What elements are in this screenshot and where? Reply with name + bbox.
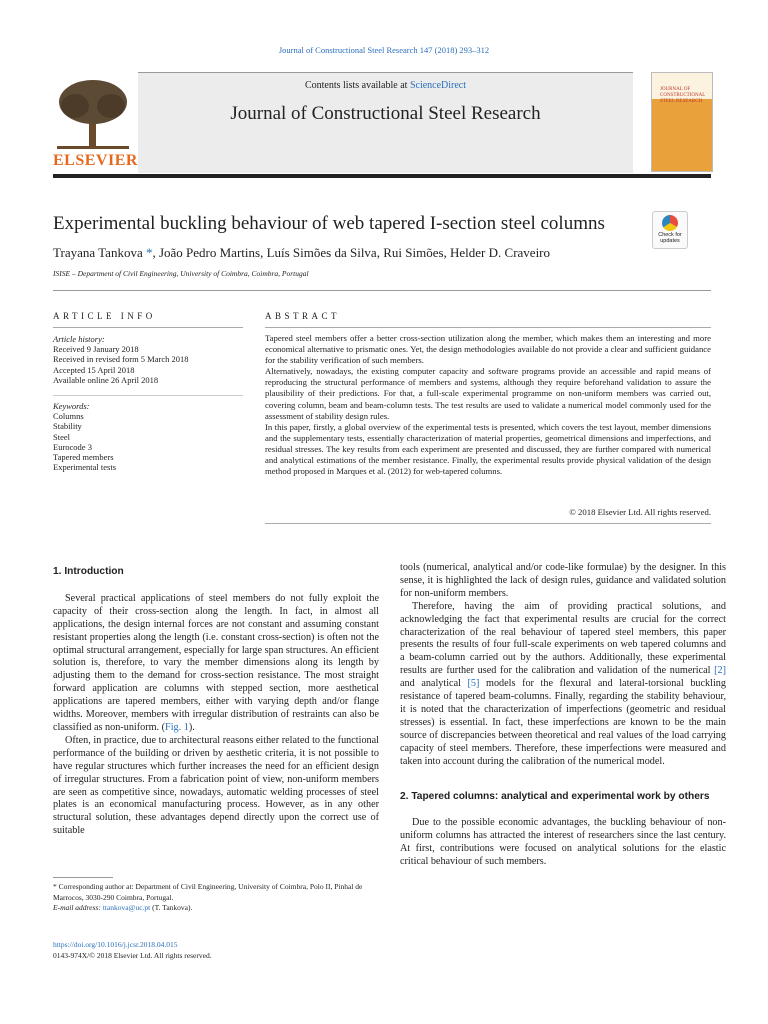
elsevier-tree-logo	[53, 76, 133, 152]
journal-title: Journal of Constructional Steel Research	[230, 103, 541, 124]
footnote-rule	[53, 877, 113, 878]
journal-cover-thumbnail[interactable]	[651, 72, 713, 172]
author-list: Trayana Tankova *, João Pedro Martins, Luís Simões da Silva, Rui Simões, Helder D. Craveiro	[53, 245, 551, 260]
body-paragraph: tools (numerical, analytical and/or code-like formulae) by the designer. In this sense, it is highlighted the lack of design rules, guidance and validated solution for non-uniform members.	[400, 562, 726, 599]
doi-link[interactable]: https://doi.org/10.1016/j.jcsr.2018.04.015	[53, 940, 178, 949]
history-item: Available online 26 April 2018	[53, 374, 159, 385]
elsevier-wordmark: ELSEVIER	[53, 152, 138, 169]
keyword: Stability	[53, 421, 82, 432]
history-label: Article history:	[53, 334, 105, 344]
cover-title: JOURNAL OF CONSTRUCTIONAL STEEL RESEARCH	[660, 87, 706, 104]
email-line: E-mail address: ttankova@uc.pt (T. Tankova).	[53, 903, 193, 912]
keywords-label: Keywords:	[53, 401, 90, 411]
check-for-updates-badge[interactable]	[652, 211, 688, 249]
body-column-right	[400, 562, 726, 869]
keyword: Experimental tests	[53, 462, 117, 473]
article-info-heading: ARTICLE INFO	[53, 311, 156, 321]
section-heading: 1. Introduction	[53, 566, 124, 577]
divider	[53, 395, 243, 396]
body-paragraph: Due to the possible economic advantages, the buckling behaviour of non-uniform columns has attracted the interest of researchers since the last century. At first, contributions were focused on analytical solutions for the elastic critical behaviour of such members.	[400, 817, 726, 868]
body-column-left	[53, 566, 379, 838]
email-link[interactable]: ttankova@uc.pt	[102, 903, 151, 912]
abstract-paragraph: In this paper, firstly, a global overview of the experimental tests is presented, which covers the test layout, member dimensions and the supplementary tests, essentially characterization of material properties, geometrical dimensions and imperfections, and residual stresses. The key results from each experiment are presented and discussed, they are further compared with numerical and analytical estimations of the member resistance. Finally, the experimental results provide physical validation of the design method proposed in Marques et al. (2012) for web-tapered columns.	[265, 421, 711, 477]
history-item: Received 9 January 2018	[53, 344, 139, 355]
figure-link[interactable]: Fig. 1	[165, 721, 189, 733]
abstract-body	[265, 333, 711, 477]
keyword: Steel	[53, 431, 70, 442]
divider	[265, 523, 711, 524]
footnote	[53, 882, 383, 914]
page-footer	[53, 940, 383, 961]
keyword: Columns	[53, 411, 84, 422]
abstract-paragraph: Tapered steel members offer a better cross-section utilization along the member, which makes them an interesting and more economical alternative to prismatic ones. Yet, the design methodologies available do not provide a clear and sufficient guidance for the stability verification of such members.	[265, 333, 711, 366]
crossmark-label: Check for updates	[658, 232, 682, 244]
sciencedirect-link[interactable]: ScienceDirect	[409, 80, 467, 91]
crossmark-icon	[662, 215, 678, 231]
history-item: Accepted 15 April 2018	[53, 364, 135, 375]
issn-line: 0143-974X/© 2018 Elsevier Ltd. All rights reserved.	[53, 950, 212, 960]
abstract-heading: ABSTRACT	[265, 311, 341, 321]
abstract-paragraph: Alternatively, nowadays, the existing computer capacity and software programs provide an accessible and rapid means of reproducing the structural performance of members and systems, although they require beforehand validation to assure the plausibility of their predictions. For that, a full-scale experimental programme on non-uniform members was carried out, covering column, beam and beam-column tests. The test results are used to validate a numerical model commonly used for the assessment of stability design rules.	[265, 366, 711, 421]
contents-available-line: Contents lists available at ScienceDirect	[304, 80, 467, 91]
history-item: Received in revised form 5 March 2018	[53, 354, 189, 365]
keyword: Tapered members	[53, 452, 114, 463]
corresponding-author-marker[interactable]: *	[145, 245, 153, 260]
divider	[265, 327, 711, 328]
article-title: Experimental buckling behaviour of web tapered I-section steel columns	[53, 213, 605, 234]
header-rule	[53, 174, 711, 178]
journal-citation[interactable]: Journal of Constructional Steel Research 147 (2018) 293–312	[278, 45, 490, 55]
body-paragraph: Therefore, having the aim of providing practical solutions, and acknowledging the fact that experimental results are crucial for the correct characterization of the real behaviour of tapered steel members, this paper presents the results of four full-scale experiments on web tapered columns and a beam-column carried out by the authors. Additionally, these experimental results are further used for the calibration and validation of the numerical [2] and analytical [5] models for the flexural and lateral-torsional buckling resistance of tapered beam-columns. Finally, regarding the stability behaviour, it is noted that the characterization of imperfections (geometric and residual stresses) is essential. In fact, these imperfections are known to be the main source of discrepancies between theoretical and real values of the load carrying capacity of steel members. Therefore, these imperfections were measured and taken into account during the calibration of the numerical model.	[400, 600, 726, 767]
article-history	[53, 334, 243, 385]
reference-link[interactable]: [5]	[467, 678, 480, 690]
divider	[53, 327, 243, 328]
divider	[53, 290, 711, 291]
reference-link[interactable]: [2]	[714, 665, 726, 677]
corresponding-author-note: * Corresponding author at: Department of Civil Engineering, University of Coimbra, Polo II, Pinhal de Marrocos, 3030-290 Coimbra, Portugal.	[53, 882, 363, 902]
keywords	[53, 401, 243, 472]
keyword: Eurocode 3	[53, 441, 92, 452]
copyright-notice: © 2018 Elsevier Ltd. All rights reserved.	[569, 507, 711, 517]
body-paragraph: Often, in practice, due to architectural reasons either related to the functional performance of the building or driven by aesthetic criteria, it is not possible to have regular structures which further increases the need for an efficient design of irregular structures. From a fabrication point of view, non-uniform members are seen as competitive since, nowadays, automatic welding processes of steel plates is an economical manufacturing process. However, as in any other structural solution, these advantages depend directly upon the correct use of suitable	[53, 734, 379, 837]
section-heading: 2. Tapered columns: analytical and experimental work by others	[400, 790, 710, 802]
body-paragraph: Several practical applications of steel members do not fully exploit the capacity of their cross-section along the length. In fact, in almost all applications, the design internal forces are not constant and assuming constant resistant properties along the length (i.e. constant cross-section) is often not the optimal structural arrangement, especially for large span structures. An efficient solution is, therefore, to vary the member dimensions along its length by adjusting them to the demand for cross-section resistance. The most straight forward application are columns with stepped section, more aesthetical applications are tapered members, either with varying depth and/or flange widths. Moreover, members with irregular distribution of restraints can also be classified as non-uniform. (Fig. 1).	[53, 592, 379, 733]
affiliation: ISISE – Department of Civil Engineering, University of Coimbra, Coimbra, Portugal	[53, 269, 309, 278]
